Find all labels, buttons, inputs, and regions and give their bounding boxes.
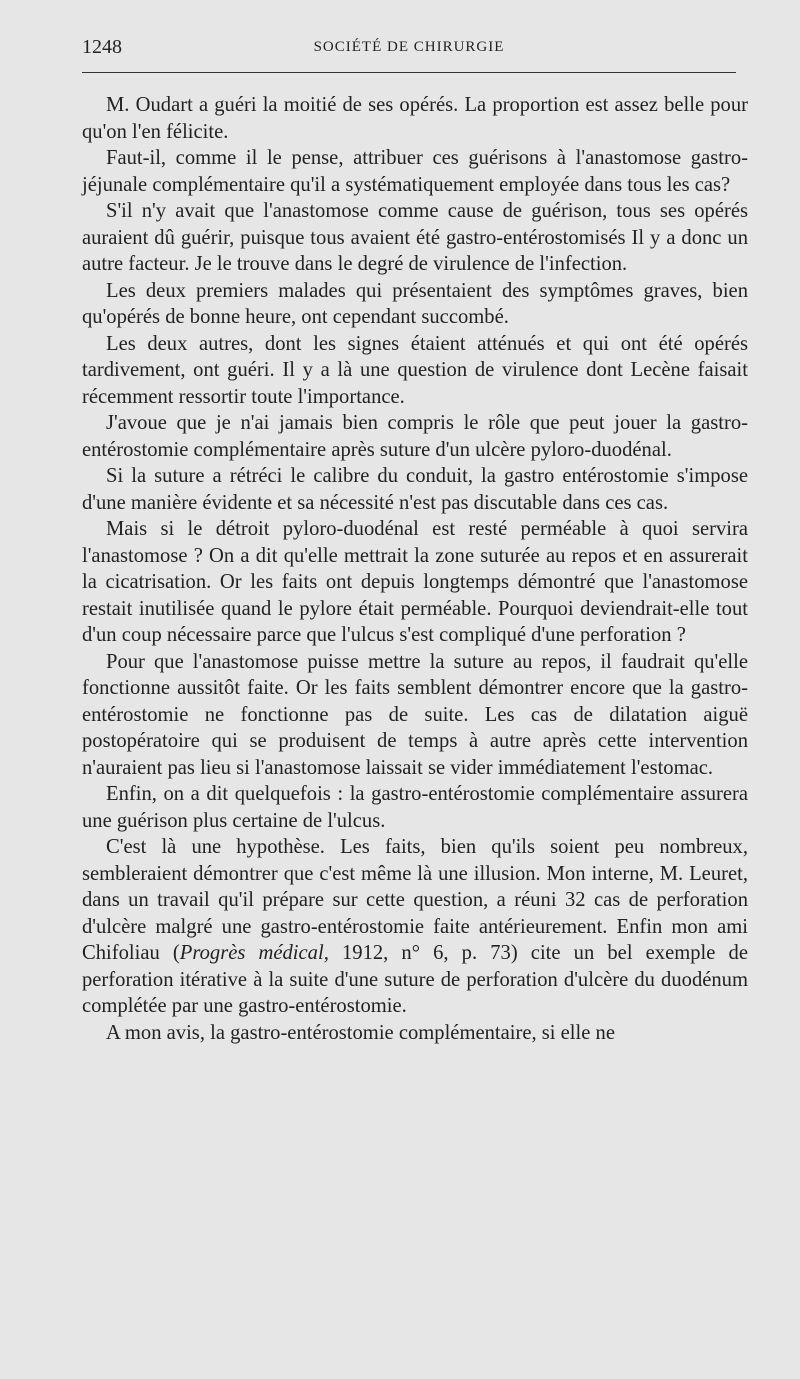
paragraph-text: C'est là une hypothèse. Les faits, bien qu'ils soient peu nombreux, sembleraient démontrer que c'est même là une illusion. Mon interne, M. Leuret, dans un travail qu'il prépare sur cette question, a réuni 32 cas de perforation d'ulcère malgré une gastro-entérostomie faite antérieurement. Enfin mon ami Chifoliau ( bbox=[82, 836, 748, 964]
paragraph: Faut-il, comme il le pense, attribuer ces guérisons à l'anastomose gastro-jéjunale complémentaire qu'il a systématiquement employée dans tous les cas? bbox=[82, 147, 748, 196]
paragraph: Mais si le détroit pyloro-duodénal est resté perméable à quoi servira l'anastomose ? On a dit qu'elle mettrait la zone suturée au repos et en assurerait la cicatrisation. Or les faits ont depuis longtemps démontré que l'anastomose restait inutilisée quand le pylore était perméable. Pourquoi deviendrait-elle tout d'un coup nécessaire parce que l'ulcus s'est compliqué d'une perforation ? bbox=[82, 518, 748, 646]
paragraph: M. Oudart a guéri la moitié de ses opérés. La proportion est assez belle pour qu'on l'en félicite. bbox=[82, 94, 748, 143]
paragraph: Les deux premiers malades qui présentaient des symptômes graves, bien qu'opérés de bonne heure, ont cependant succombé. bbox=[82, 279, 748, 328]
body-text bbox=[82, 92, 748, 1046]
paragraph: Si la suture a rétréci le calibre du conduit, la gastro entérostomie s'impose d'une manière évidente et sa nécessité n'est pas discutable dans ces cas. bbox=[82, 465, 748, 514]
paragraph: J'avoue que je n'ai jamais bien compris le rôle que peut jouer la gastro-entérostomie complémentaire après suture d'un ulcère pyloro-duodénal. bbox=[82, 412, 748, 461]
page-header bbox=[82, 36, 736, 60]
running-head: SOCIÉTÉ DE CHIRURGIE bbox=[313, 39, 505, 55]
paragraph: Enfin, on a dit quelquefois : la gastro-entérostomie complémentaire assurera une guérison plus certaine de l'ulcus. bbox=[82, 783, 748, 832]
page-number: 1248 bbox=[82, 36, 122, 58]
paragraph: Les deux autres, dont les signes étaient atténués et qui ont été opérés tardivement, ont guéri. Il y a là une question de virulence dont Lecène faisait récemment ressortir toute l'importance. bbox=[82, 332, 748, 408]
paragraph: S'il n'y avait que l'anastomose comme cause de guérison, tous ses opérés auraient dû guérir, puisque tous avaient été gastro-entérostomisés Il y a donc un autre facteur. Je le trouve dans le degré de virulence de l'infection. bbox=[82, 200, 748, 275]
paragraph: A mon avis, la gastro-entérostomie complémentaire, si elle ne bbox=[106, 1021, 615, 1044]
journal-title: Progrès médical, bbox=[179, 942, 329, 964]
header-rule bbox=[82, 72, 736, 73]
paragraph-with-citation bbox=[82, 834, 748, 1020]
paragraph: Pour que l'anastomose puisse mettre la suture au repos, il faudrait qu'elle fonctionne aussitôt faite. Or les faits semblent démontrer encore que la gastro-entérostomie ne fonctionne pas de suite. Les cas de dilatation aiguë postopératoire qui se produisent de temps à autre après cette intervention n'auraient pas lieu si l'anastomose laissait se vider immédiatement l'estomac. bbox=[82, 650, 748, 779]
paragraph-text: 1912, n° 6, p. 73) cite un bel exemple de perforation itérative à la suite d'une suture de perforation d'ulcère du duodénum complétée par une gastro-entérostomie. bbox=[82, 942, 748, 1017]
